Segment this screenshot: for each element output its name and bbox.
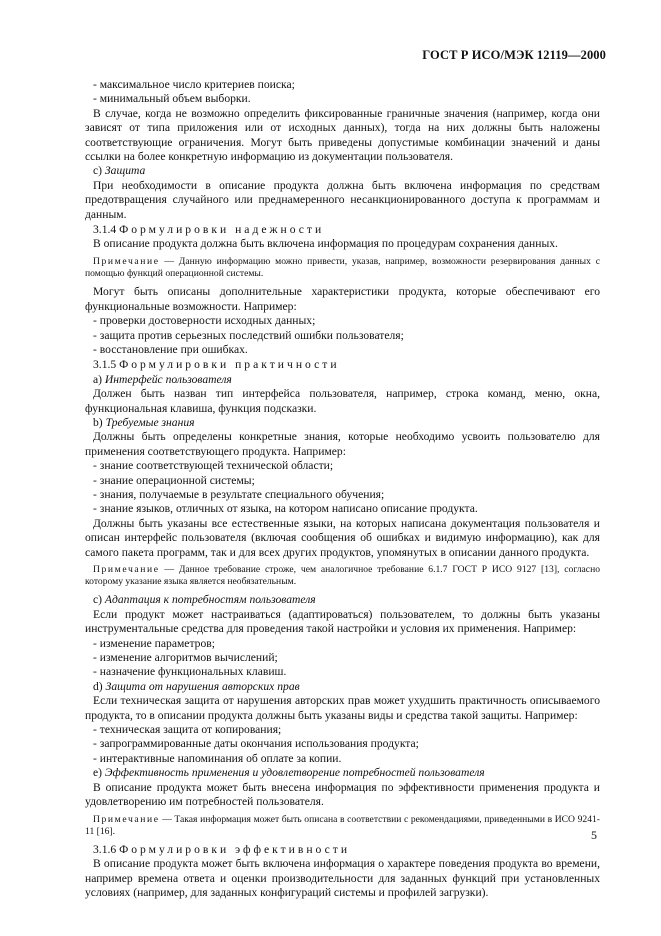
document-header: ГОСТ Р ИСО/МЭК 12119—2000 xyxy=(422,48,606,62)
subsection-heading xyxy=(85,766,600,780)
bullet-item: - изменение параметров; xyxy=(93,636,215,650)
item-title: Интерфейс пользователя xyxy=(104,372,232,386)
paragraph: Если техническая защита от нарушения авторских прав может ухудшить практичность описываемого продукта, то в описании продукта должны быть указаны виды и средства такой защиты. Например: xyxy=(85,694,600,722)
bullet-item: - защита против серьезных последствий ошибки пользователя; xyxy=(93,328,404,342)
item-letter: e) xyxy=(93,766,103,780)
page-body xyxy=(85,78,600,901)
section-title: Формулировки надежности xyxy=(119,223,325,237)
section-number: 3.1.4 xyxy=(93,223,117,237)
bullet-item: - минимальный объем выборки. xyxy=(93,92,251,106)
note xyxy=(85,814,600,838)
bullet-item: - запрограммированные даты окончания использования продукта; xyxy=(93,737,419,751)
item-title: Эффективность применения и удовлетворение потребностей пользователя xyxy=(104,766,485,780)
section-title: Формулировки практичности xyxy=(119,358,340,372)
section-heading xyxy=(85,843,600,857)
item-letter: b) xyxy=(93,415,103,429)
item-letter: d) xyxy=(93,679,103,693)
note-label: Примечание xyxy=(93,813,160,825)
subsection-heading xyxy=(85,416,600,430)
item-letter: c) xyxy=(93,164,103,178)
bullet-item: - знания, получаемые в результате специального обучения; xyxy=(93,487,385,501)
paragraph: В описание продукта должна быть включена информация по процедурам сохранения данных. xyxy=(93,237,558,251)
subsection-heading xyxy=(85,680,600,694)
paragraph: Если продукт может настраиваться (адаптироваться) пользователем, то должны быть указаны инструментальные средства для проведения такой настройки и условия их применения. Например: xyxy=(85,607,600,636)
subsection-heading xyxy=(85,593,600,607)
item-letter: a) xyxy=(93,372,103,386)
item-title: Защита xyxy=(104,164,146,178)
note-text: — Данное требование строже, чем аналогичное требование 6.1.7 ГОСТ Р ИСО 9127 [13], согласно которому указание языка является необязательным. xyxy=(85,564,600,588)
note xyxy=(85,564,600,588)
note-text: — Данную информацию можно привести, указав, например, возможности резервирования данных с помощью функций операционной системы. xyxy=(85,255,600,280)
bullet-item: - знание языков, отличных от языка, на котором написано описание продукта. xyxy=(93,502,478,516)
note-label: Примечание xyxy=(93,255,160,267)
bullet-item: - максимальное число критериев поиска; xyxy=(93,78,295,91)
paragraph: При необходимости в описание продукта должна быть включена информация по средствам предотвращения случайного или преднамеренного несанкционированного доступа к программам и данным. xyxy=(85,178,600,221)
bullet-item: - изменение алгоритмов вычислений; xyxy=(93,651,278,665)
note-label: Примечание xyxy=(93,564,160,575)
item-title: Защита от нарушения авторских прав xyxy=(105,679,300,693)
paragraph: В случае, когда не возможно определить фиксированные граничные значения (например, когда они зависят от типа приложения или от исходных данных), тогда на них должны быть наложены соответствующие ограничения. Могут быть приведены допустимые комбинации значений и даны ссылки на более конкретную информацию из документации пользователя. xyxy=(85,106,600,164)
bullet-item: - интерактивные напоминания об оплате за копии. xyxy=(93,751,342,765)
section-heading xyxy=(85,223,600,237)
item-title: Адаптация к потребностям пользователя xyxy=(104,593,316,607)
section-title: Формулировки эффективности xyxy=(119,842,351,856)
paragraph: В описание продукта может быть внесена информация по эффективности применения продукта и удовлетворению им потребностей пользователя. xyxy=(85,780,600,809)
paragraph: В описание продукта может быть включена информация о характере поведения продукта во времени, например времена ответа и оценки производительности для заданных функций при установленных условиях (например, для заданных конфигураций системы и профилей загрузки). xyxy=(85,857,600,900)
subsection-heading xyxy=(85,373,600,387)
item-title: Требуемые знания xyxy=(105,415,195,429)
bullet-item: - восстановление при ошибках. xyxy=(93,342,248,356)
bullet-item: - знание соответствующей технической области; xyxy=(93,459,334,473)
note xyxy=(85,256,600,280)
paragraph: Могут быть описаны дополнительные характеристики продукта, которые обеспечивают его функциональные возможности. Например: xyxy=(85,285,600,313)
section-number: 3.1.6 xyxy=(93,842,117,856)
paragraph: Должны быть указаны все естественные языки, на которых написана документация пользователя и описан интерфейс пользователя (включая сообщения об ошибках и видимую информацию), как для самого пакета программ, так и для всех других продуктов, упомянутых в описании данного продукта. xyxy=(85,516,600,559)
bullet-item: - назначение функциональных клавиш. xyxy=(93,665,287,679)
bullet-item: - проверки достоверности исходных данных; xyxy=(93,314,316,328)
subsection-heading xyxy=(85,164,600,178)
item-letter: c) xyxy=(93,593,103,607)
page-number: 5 xyxy=(591,828,597,842)
bullet-item: - знание операционной системы; xyxy=(93,473,255,487)
paragraph: Должны быть определены конкретные знания, которые необходимо усвоить пользователю для применения соответствующего продукта. Например: xyxy=(85,430,600,458)
note-text: — Такая информация может быть описана в соответствии с рекомендациями, приведенными в ИСО 9241-11 [16]. xyxy=(85,813,600,837)
section-number: 3.1.5 xyxy=(93,358,117,372)
bullet-item: - техническая защита от копирования; xyxy=(93,723,282,737)
paragraph: Должен быть назван тип интерфейса пользователя, например, строка команд, меню, окна, функциональная клавиша, функция подсказки. xyxy=(85,387,600,415)
section-heading xyxy=(85,358,600,372)
